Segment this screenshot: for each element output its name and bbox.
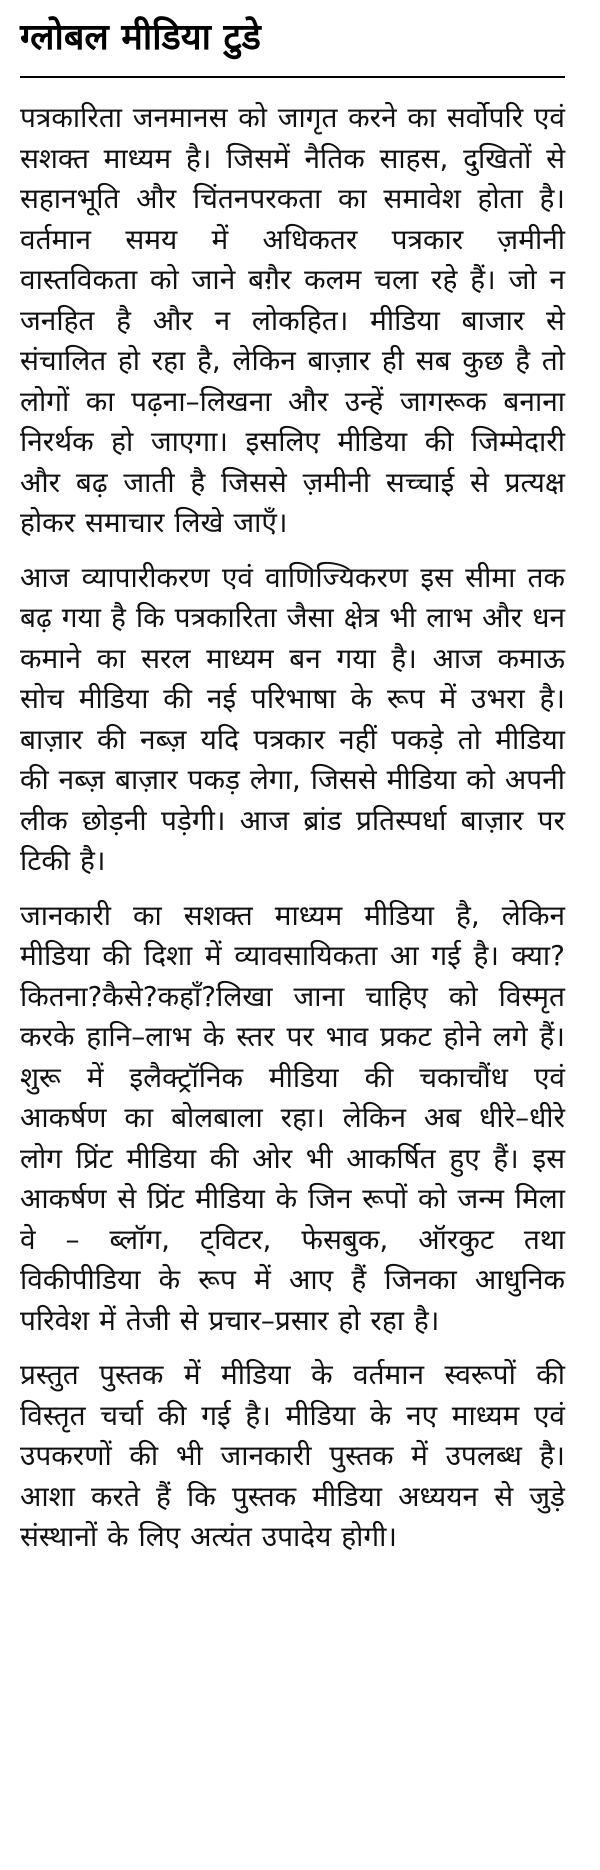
paragraph: जानकारी का सशक्त माध्यम मीडिया है, लेकिन मीडिया की दिशा में व्यावसायिकता आ गई है। क्या?कितना?कैसे?कहाँ?लिखा जाना चाहिए को विस्मृत करके हानि–लाभ के स्तर पर भाव प्रकट होने लगे हैं। शुरू में इलैक्ट्रॉनिक मीडिया की चकाचौंध एवं आकर्षण का बोलबाला रहा। लेकिन अब धीरे–धीरे लोग प्रिंट मीडिया की ओर भी आकर्षित हुए हैं। इस आकर्षण से प्रिंट मीडिया के जिन रूपों को जन्म मिला वे – ब्लॉग, ट्विटर, फेसबुक, ऑरकुट तथा विकीपीडिया के रूप में आए हैं जिनका आधुनिक परिवेश में तेजी से प्रचार–प्रसार हो रहा है। xyxy=(20,898,565,1337)
page-title: ग्लोबल मीडिया टुडे xyxy=(20,17,261,58)
page xyxy=(20,14,565,1572)
paragraph: पत्रकारिता जनमानस को जागृत करने का सर्वोपरि एवं सशक्त माध्यम है। जिसमें नैतिक साहस, दुखितों से सहानभूति और चिंतनपरकता का समावेश होता है। वर्तमान समय में अधिकतर पत्रकार ज़मीनी वास्तविकता को जाने बग़ैर कलम चला रहे हैं। जो न जनहित है और न लोकहित। मीडिया बाजार से संचालित हो रहा है, लेकिन बाज़ार ही सब कुछ है तो लोगों का पढ़ना–लिखना और उन्हें जागरूक बनाना निरर्थक हो जाएगा। इसलिए मीडिया की जिम्मेदारी और बढ़ जाती है जिससे ज़मीनी सच्चाई से प्रत्यक्ष होकर समाचार लिखे जाएँ। xyxy=(20,101,565,539)
paragraph: प्रस्तुत पुस्तक में मीडिया के वर्तमान स्वरूपों की विस्तृत चर्चा की गई है। मीडिया के नए माध्यम एवं उपकरणों की भी जानकारी पुस्तक में उपलब्ध है। आशा करते हैं कि पुस्तक मीडिया अध्ययन से जुड़े संस्थानों के लिए अत्यंत उपादेय होगी। xyxy=(20,1358,565,1553)
body-text xyxy=(20,98,565,1558)
paragraph: आज व्यापारीकरण एवं वाणिज्यिकरण इस सीमा तक बढ़ गया है कि पत्रकारिता जैसा क्षेत्र भी लाभ और धन कमाने का सरल माध्यम बन गया है। आज कमाऊ सोच मीडिया की नई परिभाषा के रूप में उभरा है। बाज़ार की नब्ज़ यदि पत्रकार नहीं पकड़े तो मीडिया की नब्ज़ बाज़ार पकड़ लेगा, जिससे मीडिया को अपनी लीक छोड़नी पड़ेगी। आज ब्रांड प्रतिस्पर्धा बाज़ार पर टिकी है। xyxy=(20,560,565,877)
title-divider xyxy=(20,76,565,78)
